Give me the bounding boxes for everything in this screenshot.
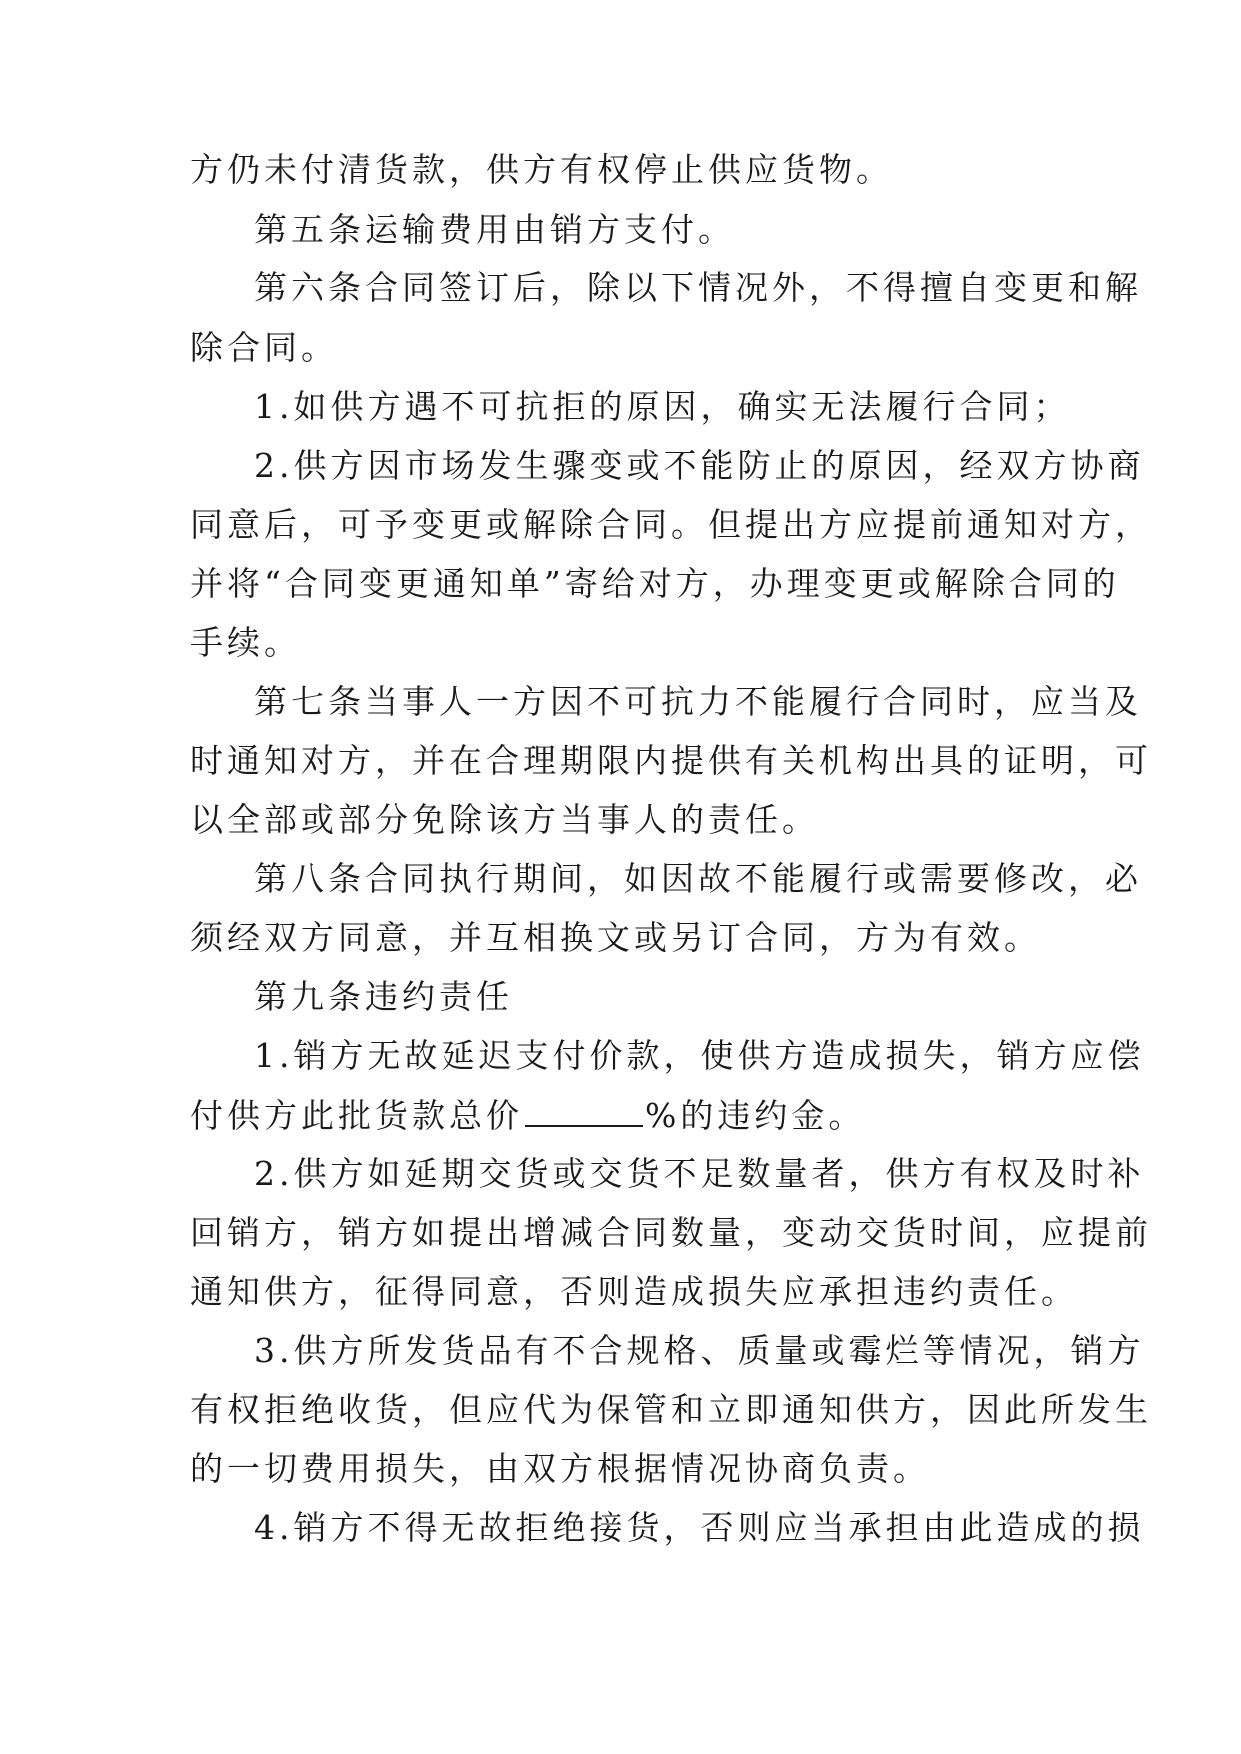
article-8-line: 第八条合同执行期间，如因故不能履行或需要修改，必	[254, 859, 1142, 898]
paragraph-line: 的一切费用损失，由双方根据情况协商负责。	[190, 1449, 930, 1488]
penalty-amount-text: 付供方此批货款总价	[190, 1096, 523, 1135]
penalty-clause-2-line: 2.供方如延期交货或交货不足数量者，供方有权及时补	[254, 1154, 1145, 1193]
paragraph-line: 并将“合同变更通知单”寄给对方，办理变更或解除合同的	[190, 564, 1120, 603]
penalty-amount-suffix: %的违约金。	[645, 1096, 866, 1135]
penalty-clause-1-line: 1.销方无故延迟支付价款，使供方造成损失，销方应偿	[254, 1036, 1145, 1075]
paragraph-line: 回销方，销方如提出增减合同数量，变动交货时间，应提前	[190, 1213, 1152, 1252]
penalty-clause-3-line: 3.供方所发货品有不合规格、质量或霉烂等情况，销方	[254, 1331, 1145, 1370]
article-6-line: 第六条合同签订后，除以下情况外，不得擅自变更和解	[254, 268, 1142, 307]
percentage-blank	[525, 1095, 643, 1127]
paragraph-line: 通知供方，征得同意，否则造成损失应承担违约责任。	[190, 1272, 1078, 1311]
paragraph-line: 须经双方同意，并互相换文或另订合同，方为有效。	[190, 918, 1041, 957]
paragraph-line: 时通知对方，并在合理期限内提供有关机构出具的证明，可	[190, 741, 1152, 780]
paragraph-line: 除合同。	[190, 328, 338, 367]
clause-2-line: 2.供方因市场发生骤变或不能防止的原因，经双方协商	[254, 446, 1145, 485]
article-7-line: 第七条当事人一方因不可抗力不能履行合同时，应当及	[254, 682, 1142, 721]
paragraph-line: 同意后，可予变更或解除合同。但提出方应提前通知对方，	[190, 505, 1152, 544]
paragraph-line: 手续。	[190, 623, 301, 662]
penalty-clause-4-line: 4.销方不得无故拒绝接货，否则应当承担由此造成的损	[254, 1508, 1145, 1547]
article-9-heading: 第九条违约责任	[254, 977, 513, 1016]
clause-1-line: 1.如供方遇不可抗拒的原因，确实无法履行合同；	[254, 387, 1071, 426]
article-5-line: 第五条运输费用由销方支付。	[254, 210, 735, 249]
paragraph-line: 方仍未付清货款，供方有权停止供应货物。	[190, 150, 893, 189]
paragraph-line: 以全部或部分免除该方当事人的责任。	[190, 800, 819, 839]
penalty-amount-line	[190, 1095, 1070, 1135]
paragraph-line: 有权拒绝收货，但应代为保管和立即通知供方，因此所发生	[190, 1390, 1152, 1429]
